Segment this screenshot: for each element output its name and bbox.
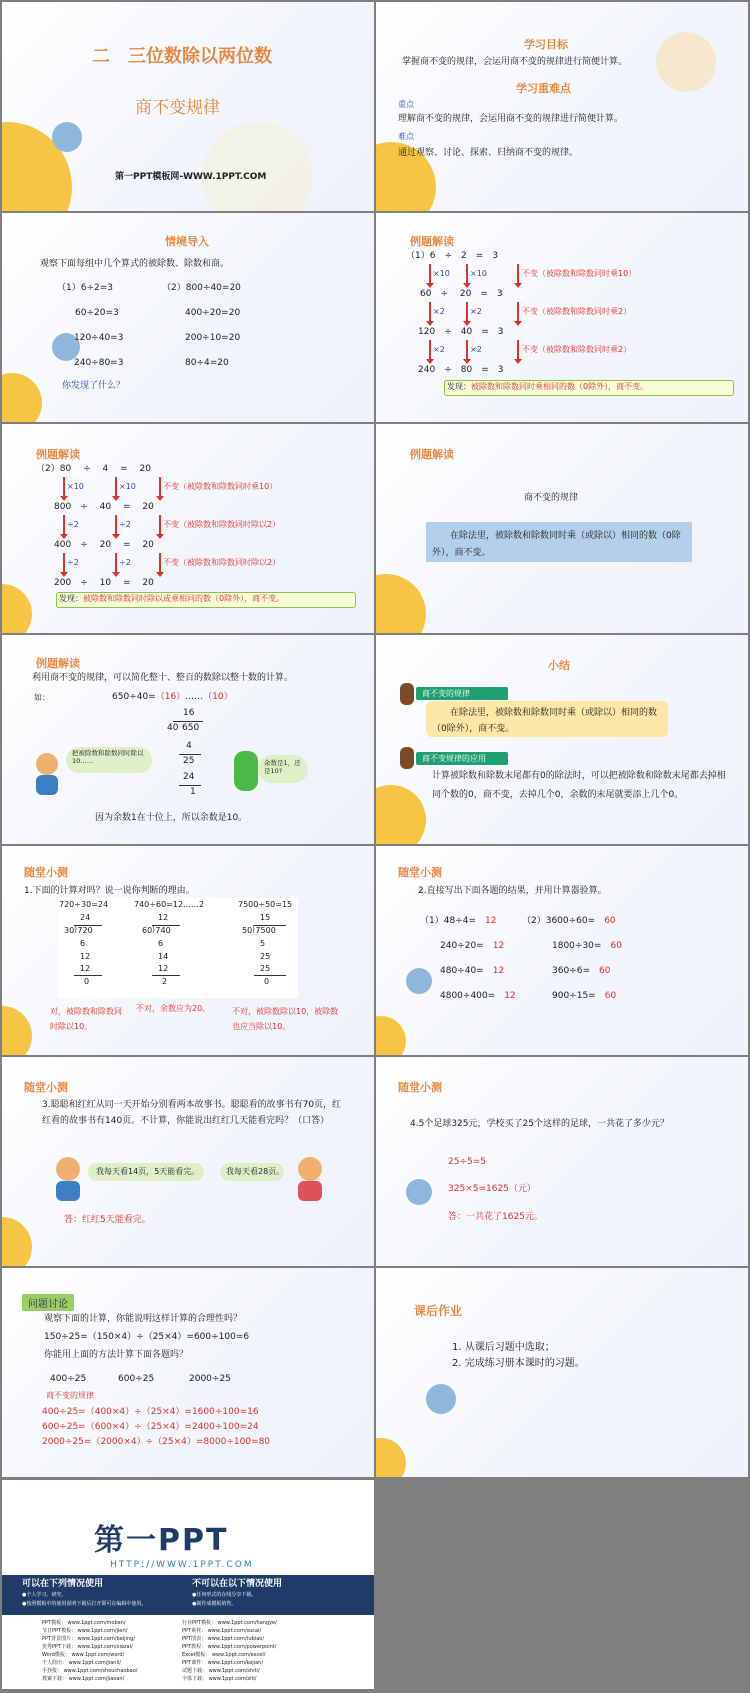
- r2: 1800÷30= 60: [552, 941, 622, 951]
- difficulty-label: 难点: [398, 132, 414, 141]
- link-l3[interactable]: PPT背景图片： www.1ppt.com/beijing/: [42, 1636, 135, 1642]
- brand-url[interactable]: HTTP://WWW.1PPT.COM: [110, 1560, 254, 1570]
- slide-title: 例题解读: [36, 657, 80, 670]
- slide-5: [2, 424, 374, 633]
- op-label: ÷2: [67, 520, 79, 529]
- slide-title: 二 三位数除以两位数: [92, 46, 272, 67]
- goal-text: 掌握商不变的规律，会运用商不变的规律进行简便计算。: [402, 57, 628, 67]
- summary-2: 计算被除数和除数末尾都有0的除法时，可以把被除数和除数末尾都去掉相同个数的0，商不变，去掉几个0，余数的末尾就要添上几个0。: [432, 771, 726, 800]
- eq-right-2: 400÷20=20: [185, 308, 241, 318]
- slide-11: [2, 1057, 374, 1266]
- cannot-2: ●制作成模板销售。: [192, 1601, 237, 1607]
- link-r7[interactable]: 试题下载： www.1ppt.com/shiti/: [182, 1668, 260, 1674]
- conclusion: 发现：被除数和除数同时除以或乘相同的数（0除外），商不变。: [59, 594, 285, 603]
- op-label: ÷2: [67, 558, 79, 567]
- a-step: 6: [80, 939, 86, 948]
- girl-avatar-2: [400, 747, 414, 769]
- op-label: ×2: [470, 307, 482, 316]
- slide-title: 课后作业: [414, 1304, 463, 1318]
- boy-avatar: [56, 1157, 80, 1181]
- footer-explain: 因为余数1在十位上，所以余数是10。: [95, 813, 248, 823]
- eq-b: 740÷60=12……2: [134, 900, 205, 909]
- intro-text: 利用商不变的规律，可以简化整十、整百的数除以整十数的计算。: [32, 673, 294, 683]
- slide-13: [2, 1268, 374, 1477]
- op-label: ×10: [433, 269, 450, 278]
- brand-logo: 第一PPT: [94, 1523, 229, 1558]
- note: 不变（被除数和除数同时乘2）: [522, 345, 632, 354]
- r4: 900÷15= 60: [552, 991, 617, 1001]
- link-r8[interactable]: 字体下载： www.1ppt.com/ziti/: [182, 1676, 257, 1682]
- link-r3[interactable]: PPT图表： www.1ppt.com/tubiao/: [182, 1636, 265, 1642]
- row-3: 120 ÷ 40 = 3: [418, 327, 504, 337]
- row-2: 800 ÷ 40 = 20: [54, 502, 154, 512]
- slide-title: 例题解读: [410, 448, 454, 461]
- note-c: 不对，被除数除以10，被除数也应当除以10。: [232, 1007, 339, 1031]
- girl-body: [298, 1181, 322, 1201]
- step: 1: [190, 787, 196, 797]
- op-label: ×10: [119, 482, 136, 491]
- link-r1[interactable]: 行业PPT模板： www.1ppt.com/hangye/: [182, 1620, 277, 1626]
- cannot-1: ●任何形式的在线分享下载。: [192, 1592, 257, 1598]
- answer: 答：红红5天能看完。: [64, 1215, 151, 1225]
- note: 不变（被除数和除数同时乘2）: [522, 307, 632, 316]
- b-quot: 12: [158, 913, 169, 922]
- op-label: ÷2: [119, 558, 131, 567]
- question-text: 你发现了什么？: [62, 381, 126, 391]
- bubble-left-text: 把被除数和除数同时除以10……: [72, 749, 144, 766]
- slide-7: [2, 635, 374, 844]
- a-quot: 24: [80, 913, 91, 922]
- row-2: 60 ÷ 20 = 3: [420, 289, 503, 299]
- keypoint-heading: 学习重难点: [516, 82, 571, 95]
- link-l6[interactable]: 个人简历： www.1ppt.com/jianli/: [42, 1660, 121, 1666]
- op-label: ×2: [433, 345, 445, 354]
- link-l5[interactable]: Word模板： www.1ppt.com/word/: [42, 1652, 125, 1658]
- difficulty-text: 通过观察、讨论、探索、归纳商不变的规律。: [398, 148, 579, 158]
- prob-3: 2000÷25: [189, 1374, 231, 1384]
- c-quot: 15: [260, 913, 271, 922]
- b-step: 2: [162, 977, 168, 986]
- tag-apply: 商不变规律的应用: [416, 752, 508, 765]
- slide-9: [2, 846, 374, 1055]
- summary-1: 在除法里，被除数和除数同时乘（或除以）相同的数（0除外），商不变。: [432, 708, 658, 734]
- boy-body: [36, 775, 58, 795]
- can-1: ●个人学习、研究。: [22, 1592, 67, 1598]
- b-div: 60⟌740: [142, 926, 171, 935]
- hw-2: 2. 完成练习册本课时的习题。: [452, 1358, 585, 1369]
- slide-title: 随堂小测: [398, 866, 442, 879]
- can-title: 可以在下列情况使用: [22, 1579, 104, 1589]
- bubble-2-text: 我每天看28页。: [226, 1167, 285, 1176]
- link-l2[interactable]: 节日PPT模板： www.1ppt.com/jieri/: [42, 1628, 128, 1634]
- note: 不变（被除数和除数同时除以2）: [163, 558, 281, 567]
- slide-2: [376, 2, 748, 211]
- question: 2.直接写出下面各题的结果，并用计算器验算。: [418, 886, 607, 896]
- boy-avatar: [36, 753, 58, 775]
- eq-c: 7500÷50=15: [238, 900, 293, 909]
- slide-subtitle: 商不变规律: [135, 98, 220, 118]
- footer-text: 第一PPT模板网-WWW.1PPT.COM: [115, 172, 267, 182]
- slide-6: [376, 424, 748, 633]
- link-r5[interactable]: Excel模板： www.1ppt.com/excel/: [182, 1652, 266, 1658]
- row-4: 200 ÷ 10 = 20: [54, 578, 154, 588]
- op-label: ×10: [470, 269, 487, 278]
- girl-avatar-1: [400, 683, 414, 705]
- row-3: 400 ÷ 20 = 20: [54, 540, 154, 550]
- link-l1[interactable]: PPT模板： www.1ppt.com/moban/: [42, 1620, 126, 1626]
- c-step: 0: [264, 977, 270, 986]
- op-label: ÷2: [119, 520, 131, 529]
- note-a: 对，被除数和除数同时除以10。: [50, 1007, 122, 1031]
- a-step: 0: [84, 977, 90, 986]
- prob-1: 400÷25: [50, 1374, 87, 1384]
- step-2: 325×5=1625（元）: [448, 1184, 536, 1194]
- r1: （2）3600÷60= 60: [522, 916, 616, 926]
- conclusion: 发现：被除数和除数同时乘相同的数（0除外），商不变。: [447, 382, 649, 391]
- slide-3: [2, 213, 374, 422]
- slide-title: 随堂小测: [24, 866, 68, 879]
- frog-avatar: [234, 751, 258, 791]
- rule-text: 在除法里，被除数和除数同时乘（或除以）相同的数（0除外），商不变。: [432, 531, 681, 558]
- note-b: 不对，余数应为20。: [136, 1004, 211, 1013]
- ans-3: 2000÷25=（2000×4）÷（25×4）=8000÷100=80: [42, 1437, 271, 1447]
- l2: 240÷20= 12: [440, 941, 505, 951]
- eq-left-2: 60÷20=3: [75, 308, 119, 318]
- note: 不变（被除数和除数同时乘10）: [522, 269, 637, 278]
- quotient: 16: [183, 708, 195, 718]
- question: 3.聪聪和红红从同一天开始分别看两本故事书。聪聪看的故事书有70页，红红看的故事书有140页。不计算，你能说出红红几天能看完吗？（口答）: [42, 1100, 342, 1126]
- ans-2: 600÷25=（600×4）÷（25×4）=2400÷100=24: [42, 1422, 259, 1432]
- row-1: （1）6 ÷ 2 = 3: [406, 251, 499, 261]
- rule-label: 商不变的规律: [46, 1391, 94, 1400]
- question-2: 你能用上面的方法计算下面各题吗？: [44, 1350, 189, 1360]
- eg-label: 如：: [34, 693, 50, 702]
- eq-left-3: 120÷40=3: [74, 333, 124, 343]
- slide-title: 例题解读: [410, 235, 454, 248]
- row-4: 240 ÷ 80 = 3: [418, 365, 504, 375]
- l3: 480÷40= 12: [440, 966, 505, 976]
- rule-heading: 商不变的规律: [524, 493, 579, 503]
- row-1: （2）80 ÷ 4 = 20: [36, 464, 151, 474]
- slide-title: 随堂小测: [398, 1081, 442, 1094]
- boy-body: [56, 1181, 80, 1201]
- op-label: ×2: [433, 307, 445, 316]
- op-label: ×2: [470, 345, 482, 354]
- key-text: 理解商不变的规律，会运用商不变的规律进行简便计算。: [398, 114, 624, 124]
- slide-title: 小结: [548, 659, 570, 672]
- intro: 观察下面的计算，你能说明这样计算的合理性吗？: [44, 1314, 243, 1324]
- eq-left-1: （1）6÷2=3: [57, 283, 113, 293]
- intro-text: 观察下面每组中几个算式的被除数、除数和商。: [40, 259, 230, 269]
- link-r4[interactable]: PPT教程： www.1ppt.com/powerpoint/: [182, 1644, 277, 1650]
- eq-left-4: 240÷80=3: [74, 358, 124, 368]
- divisor: 40: [167, 723, 179, 733]
- goal-heading: 学习目标: [524, 38, 568, 51]
- note: 不变（被除数和除数同时除以2）: [163, 520, 281, 529]
- cannot-title: 不可以在以下情况使用: [192, 1579, 283, 1589]
- link-r2[interactable]: PPT素材： www.1ppt.com/sucai/: [182, 1628, 262, 1634]
- slide-title: 例题解读: [36, 448, 80, 461]
- r3: 360÷6= 60: [552, 966, 611, 976]
- step-1: 25÷5=5: [448, 1157, 486, 1167]
- dividend: 650: [182, 723, 200, 733]
- link-l8[interactable]: 教案下载： www.1ppt.com/jiaoan/: [42, 1676, 125, 1682]
- ans-1: 400÷25=（400×4）÷（25×4）=1600÷100=16: [42, 1407, 259, 1417]
- eq-right-4: 80÷4=20: [185, 358, 229, 368]
- step: 4: [186, 741, 192, 751]
- link-l7[interactable]: 手抄报： www.1ppt.com/shouchaobao/: [42, 1668, 138, 1674]
- prob-2: 600÷25: [118, 1374, 155, 1384]
- question: 1.下面的计算对吗？说一说你判断的理由。: [24, 886, 195, 896]
- answer: 答：一共花了1625元。: [448, 1212, 543, 1222]
- op-label: ×10: [67, 482, 84, 491]
- question: 4.5个足球325元，学校买了25个这样的足球，一共花了多少元？: [410, 1119, 669, 1129]
- link-r6[interactable]: PPT课件： www.1ppt.com/kejian/: [182, 1660, 264, 1666]
- l4: 4800÷400= 12: [440, 991, 516, 1001]
- link-l4[interactable]: 优秀PPT下载： www.1ppt.com/xiazai/: [42, 1644, 133, 1650]
- bubble-right-text: 余数是1，还是10?: [264, 759, 301, 776]
- slide-4: [376, 213, 748, 422]
- c-step: 25: [260, 964, 271, 973]
- bubble-1-text: 我每天看14页，5天能看完。: [96, 1167, 200, 1176]
- eq-right-3: 200÷10=20: [185, 333, 241, 343]
- eq-right-1: （2）800÷40=20: [162, 283, 241, 293]
- step: 24: [183, 772, 195, 782]
- eq-a: 720÷30=24: [59, 900, 109, 909]
- a-step: 12: [80, 952, 91, 961]
- slide-15: [2, 1480, 374, 1689]
- b-step: 14: [158, 952, 169, 961]
- eg-line: 650÷40=（16）……（10）: [112, 692, 233, 702]
- b-step: 6: [158, 939, 164, 948]
- example-eq: 150÷25=（150×4）÷（25×4）=600÷100=6: [44, 1332, 250, 1342]
- c-div: 50⟌7500: [242, 926, 276, 935]
- can-2: ●按照模板中的使用说明下载后打开即可在编辑中使用。: [22, 1601, 147, 1607]
- c-step: 5: [260, 939, 266, 948]
- hw-1: 1. 从课后习题中选取；: [452, 1342, 555, 1353]
- slide-1: [2, 2, 374, 211]
- a-div: 30⟌720: [64, 926, 93, 935]
- slide-12: [376, 1057, 748, 1266]
- slide-title: 情境导入: [165, 235, 209, 248]
- c-step: 25: [260, 952, 271, 961]
- slide-8: [376, 635, 748, 844]
- a-step: 12: [80, 964, 91, 973]
- slide-title: 随堂小测: [24, 1081, 68, 1094]
- l1: （1）48÷4= 12: [420, 916, 497, 926]
- key-label: 重点: [398, 100, 414, 109]
- girl-avatar: [298, 1157, 322, 1181]
- step: 25: [183, 756, 195, 766]
- slide-14: [376, 1268, 748, 1477]
- b-step: 12: [158, 964, 169, 973]
- title-tag: 问题讨论: [22, 1294, 74, 1311]
- note: 不变（被除数和除数同时乘10）: [163, 482, 278, 491]
- tag-rule: 商不变的规律: [416, 687, 508, 700]
- slide-10: [376, 846, 748, 1055]
